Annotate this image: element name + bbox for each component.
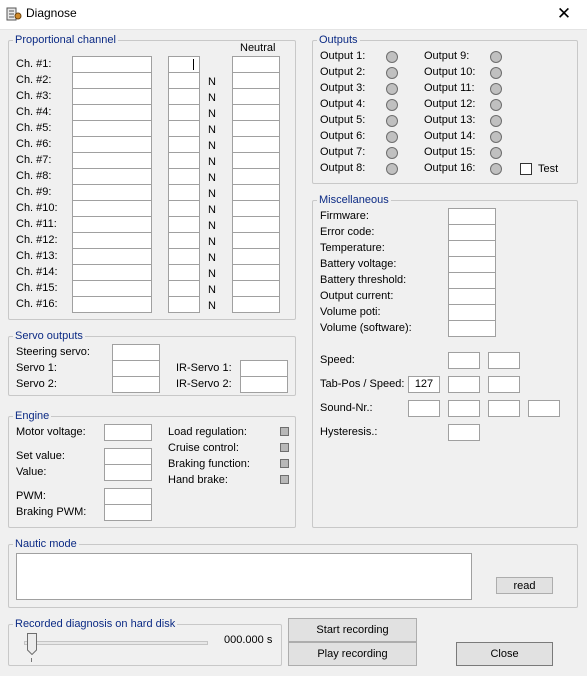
channel-label: Ch. #13:	[16, 250, 58, 262]
output-led-icon	[490, 163, 502, 175]
braking-function-indicator	[280, 459, 289, 468]
channel-label: Ch. #12:	[16, 234, 58, 246]
load-regulation-label: Load regulation:	[168, 426, 247, 438]
channel-label: Ch. #14:	[16, 266, 58, 278]
misc-value-field	[448, 224, 496, 241]
neutral-marker: N	[208, 252, 216, 264]
channel-label: Ch. #15:	[16, 282, 58, 294]
channel-offset-field[interactable]	[168, 72, 200, 89]
channel-value-field	[72, 168, 152, 185]
neutral-field	[232, 88, 280, 105]
misc-label: Error code:	[320, 226, 375, 238]
output-label: Output 11:	[424, 82, 475, 94]
neutral-field	[232, 168, 280, 185]
neutral-marker: N	[208, 204, 216, 216]
engine-legend: Engine	[15, 410, 50, 422]
braking-pwm-field	[104, 504, 152, 521]
neutral-marker: N	[208, 76, 216, 88]
sound-field-1	[408, 400, 440, 417]
tabpos-field-3	[488, 376, 520, 393]
ir-servo-2-field	[240, 376, 288, 393]
misc-label: Output current:	[320, 290, 394, 302]
channel-value-field	[72, 88, 152, 105]
output-label: Output 12:	[424, 98, 476, 110]
hysteresis-field	[448, 424, 480, 441]
channel-label: Ch. #6:	[16, 138, 52, 150]
output-label: Output 14:	[424, 130, 476, 142]
channel-value-field	[72, 248, 152, 265]
neutral-marker: N	[208, 268, 216, 280]
neutral-field	[232, 56, 280, 73]
output-label: Output 13:	[424, 114, 476, 126]
ir-servo-1-label: IR-Servo 1:	[176, 362, 232, 374]
channel-offset-field[interactable]	[168, 104, 200, 121]
neutral-marker: N	[208, 92, 216, 104]
channel-value-field	[72, 72, 152, 89]
text-cursor	[193, 59, 194, 70]
servo-2-field	[112, 376, 160, 393]
ir-servo-1-field	[240, 360, 288, 377]
channel-value-field	[72, 264, 152, 281]
output-led-icon	[386, 51, 398, 63]
output-label: Output 7:	[320, 146, 366, 158]
neutral-field	[232, 72, 280, 89]
output-label: Output 9:	[424, 50, 470, 62]
misc-value-field	[448, 288, 496, 305]
channel-label: Ch. #16:	[16, 298, 58, 310]
output-led-icon	[490, 51, 502, 63]
neutral-field	[232, 264, 280, 281]
braking-pwm-label: Braking PWM:	[16, 506, 87, 518]
output-label: Output 3:	[320, 82, 366, 94]
output-label: Output 16:	[424, 162, 476, 174]
cruise-control-indicator	[280, 443, 289, 452]
hand-brake-indicator	[280, 475, 289, 484]
channel-label: Ch. #1:	[16, 58, 52, 70]
channel-offset-field[interactable]	[168, 264, 200, 281]
channel-value-field	[72, 280, 152, 297]
tabpos-speed-label: Tab-Pos / Speed:	[320, 378, 405, 390]
value-field	[104, 464, 152, 481]
proportional-channel-legend: Proportional channel	[15, 34, 116, 46]
neutral-marker: N	[208, 156, 216, 168]
sound-field-2	[448, 400, 480, 417]
output-label: Output 1:	[320, 50, 366, 62]
steering-servo-label: Steering servo:	[16, 346, 90, 358]
test-label: Test	[538, 163, 559, 175]
set-value-field	[104, 448, 152, 465]
output-label: Output 6:	[320, 130, 366, 142]
title-bar	[0, 0, 587, 30]
misc-label: Firmware:	[320, 210, 369, 222]
output-label: Output 5:	[320, 114, 366, 126]
hand-brake-label: Hand brake:	[168, 474, 228, 486]
channel-offset-field[interactable]	[168, 280, 200, 297]
output-led-icon	[386, 131, 398, 143]
output-led-icon	[490, 83, 502, 95]
channel-offset-field[interactable]	[168, 120, 200, 137]
neutral-field	[232, 136, 280, 153]
misc-label: Volume (software):	[320, 322, 412, 334]
recorded-diagnosis-legend: Recorded diagnosis on hard disk	[15, 618, 176, 630]
channel-offset-field[interactable]	[168, 232, 200, 249]
window-title: Diagnose	[26, 6, 77, 20]
neutral-header: Neutral	[240, 42, 276, 54]
read-button[interactable]: read	[496, 577, 553, 594]
output-led-icon	[386, 115, 398, 127]
neutral-marker: N	[208, 108, 216, 120]
channel-offset-field[interactable]	[168, 248, 200, 265]
neutral-field	[232, 104, 280, 121]
misc-value-field	[448, 304, 496, 321]
channel-label: Ch. #3:	[16, 90, 52, 102]
neutral-field	[232, 216, 280, 233]
neutral-marker: N	[208, 140, 216, 152]
steering-servo-field	[112, 344, 160, 361]
neutral-marker: N	[208, 236, 216, 248]
diagnose-app-icon	[6, 6, 22, 22]
servo-1-field	[112, 360, 160, 377]
channel-value-field	[72, 184, 152, 201]
misc-label: Temperature:	[320, 242, 385, 254]
channel-offset-field[interactable]	[168, 184, 200, 201]
neutral-field	[232, 248, 280, 265]
recording-slider-track[interactable]	[24, 641, 208, 645]
channel-value-field	[72, 232, 152, 249]
misc-label: Volume poti:	[320, 306, 381, 318]
channel-label: Ch. #7:	[16, 154, 52, 166]
channel-label: Ch. #9:	[16, 186, 52, 198]
neutral-marker: N	[208, 220, 216, 232]
close-button[interactable]: Close	[456, 642, 553, 666]
misc-value-field	[448, 256, 496, 273]
load-regulation-indicator	[280, 427, 289, 436]
channel-value-field	[72, 120, 152, 137]
speed-field-2	[488, 352, 520, 369]
output-label: Output 2:	[320, 66, 366, 78]
servo-1-label: Servo 1:	[16, 362, 57, 374]
output-led-icon	[490, 115, 502, 127]
nautic-mode-textarea[interactable]	[16, 553, 472, 600]
tabpos-value-field: 127	[408, 376, 440, 393]
channel-offset-field[interactable]	[168, 56, 200, 73]
motor-voltage-label: Motor voltage:	[16, 426, 86, 438]
channel-value-field	[72, 136, 152, 153]
recording-slider-thumb[interactable]	[27, 633, 37, 655]
output-label: Output 4:	[320, 98, 366, 110]
output-led-icon	[386, 99, 398, 111]
play-recording-button[interactable]: Play recording	[288, 642, 417, 666]
channel-offset-field[interactable]	[168, 296, 200, 313]
sound-field-3	[488, 400, 520, 417]
ir-servo-2-label: IR-Servo 2:	[176, 378, 232, 390]
nautic-mode-legend: Nautic mode	[15, 538, 77, 550]
channel-value-field	[72, 104, 152, 121]
channel-label: Ch. #8:	[16, 170, 52, 182]
channel-label: Ch. #5:	[16, 122, 52, 134]
channel-value-field	[72, 216, 152, 233]
channel-offset-field[interactable]	[168, 152, 200, 169]
hysteresis-label: Hysteresis.:	[320, 426, 378, 438]
channel-label: Ch. #2:	[16, 74, 52, 86]
output-led-icon	[490, 99, 502, 111]
neutral-field	[232, 152, 280, 169]
test-checkbox[interactable]	[520, 163, 532, 175]
misc-value-field	[448, 320, 496, 337]
neutral-field	[232, 184, 280, 201]
sound-nr-label: Sound-Nr.:	[320, 402, 373, 414]
output-label: Output 8:	[320, 162, 366, 174]
channel-offset-field[interactable]	[168, 168, 200, 185]
slider-tick-mark	[31, 658, 32, 662]
window-close-icon[interactable]: ✕	[556, 4, 572, 23]
tabpos-field-2	[448, 376, 480, 393]
start-recording-button[interactable]: Start recording	[288, 618, 417, 642]
motor-voltage-field	[104, 424, 152, 441]
servo-2-label: Servo 2:	[16, 378, 57, 390]
channel-label: Ch. #11:	[16, 218, 57, 230]
output-led-icon	[490, 67, 502, 79]
output-led-icon	[490, 147, 502, 159]
neutral-field	[232, 232, 280, 249]
neutral-marker: N	[208, 188, 216, 200]
miscellaneous-legend: Miscellaneous	[319, 194, 389, 206]
neutral-field	[232, 200, 280, 217]
channel-value-field	[72, 296, 152, 313]
neutral-marker: N	[208, 284, 216, 296]
output-led-icon	[490, 131, 502, 143]
channel-offset-field[interactable]	[168, 200, 200, 217]
misc-value-field	[448, 240, 496, 257]
pwm-label: PWM:	[16, 490, 46, 502]
channel-value-field	[72, 56, 152, 73]
outputs-legend: Outputs	[319, 34, 358, 46]
output-label: Output 15:	[424, 146, 476, 158]
output-led-icon	[386, 163, 398, 175]
misc-value-field	[448, 208, 496, 225]
channel-offset-field[interactable]	[168, 88, 200, 105]
recording-time-display: 000.000 s	[224, 634, 273, 646]
misc-value-field	[448, 272, 496, 289]
output-label: Output 10:	[424, 66, 476, 78]
servo-outputs-legend: Servo outputs	[15, 330, 83, 342]
neutral-marker: N	[208, 124, 216, 136]
output-led-icon	[386, 83, 398, 95]
sound-field-4	[528, 400, 560, 417]
output-led-icon	[386, 67, 398, 79]
channel-label: Ch. #4:	[16, 106, 52, 118]
channel-offset-field[interactable]	[168, 216, 200, 233]
channel-offset-field[interactable]	[168, 136, 200, 153]
neutral-field	[232, 296, 280, 313]
neutral-field	[232, 280, 280, 297]
braking-function-label: Braking function:	[168, 458, 250, 470]
channel-value-field	[72, 152, 152, 169]
speed-label: Speed:	[320, 354, 355, 366]
channel-label: Ch. #10:	[16, 202, 58, 214]
value-label: Value:	[16, 466, 47, 478]
neutral-marker: N	[208, 172, 216, 184]
neutral-marker: N	[208, 300, 216, 312]
cruise-control-label: Cruise control:	[168, 442, 239, 454]
pwm-field	[104, 488, 152, 505]
misc-label: Battery threshold:	[320, 274, 407, 286]
set-value-label: Set value:	[16, 450, 65, 462]
speed-field-1	[448, 352, 480, 369]
neutral-field	[232, 120, 280, 137]
output-led-icon	[386, 147, 398, 159]
misc-label: Battery voltage:	[320, 258, 397, 270]
channel-value-field	[72, 200, 152, 217]
